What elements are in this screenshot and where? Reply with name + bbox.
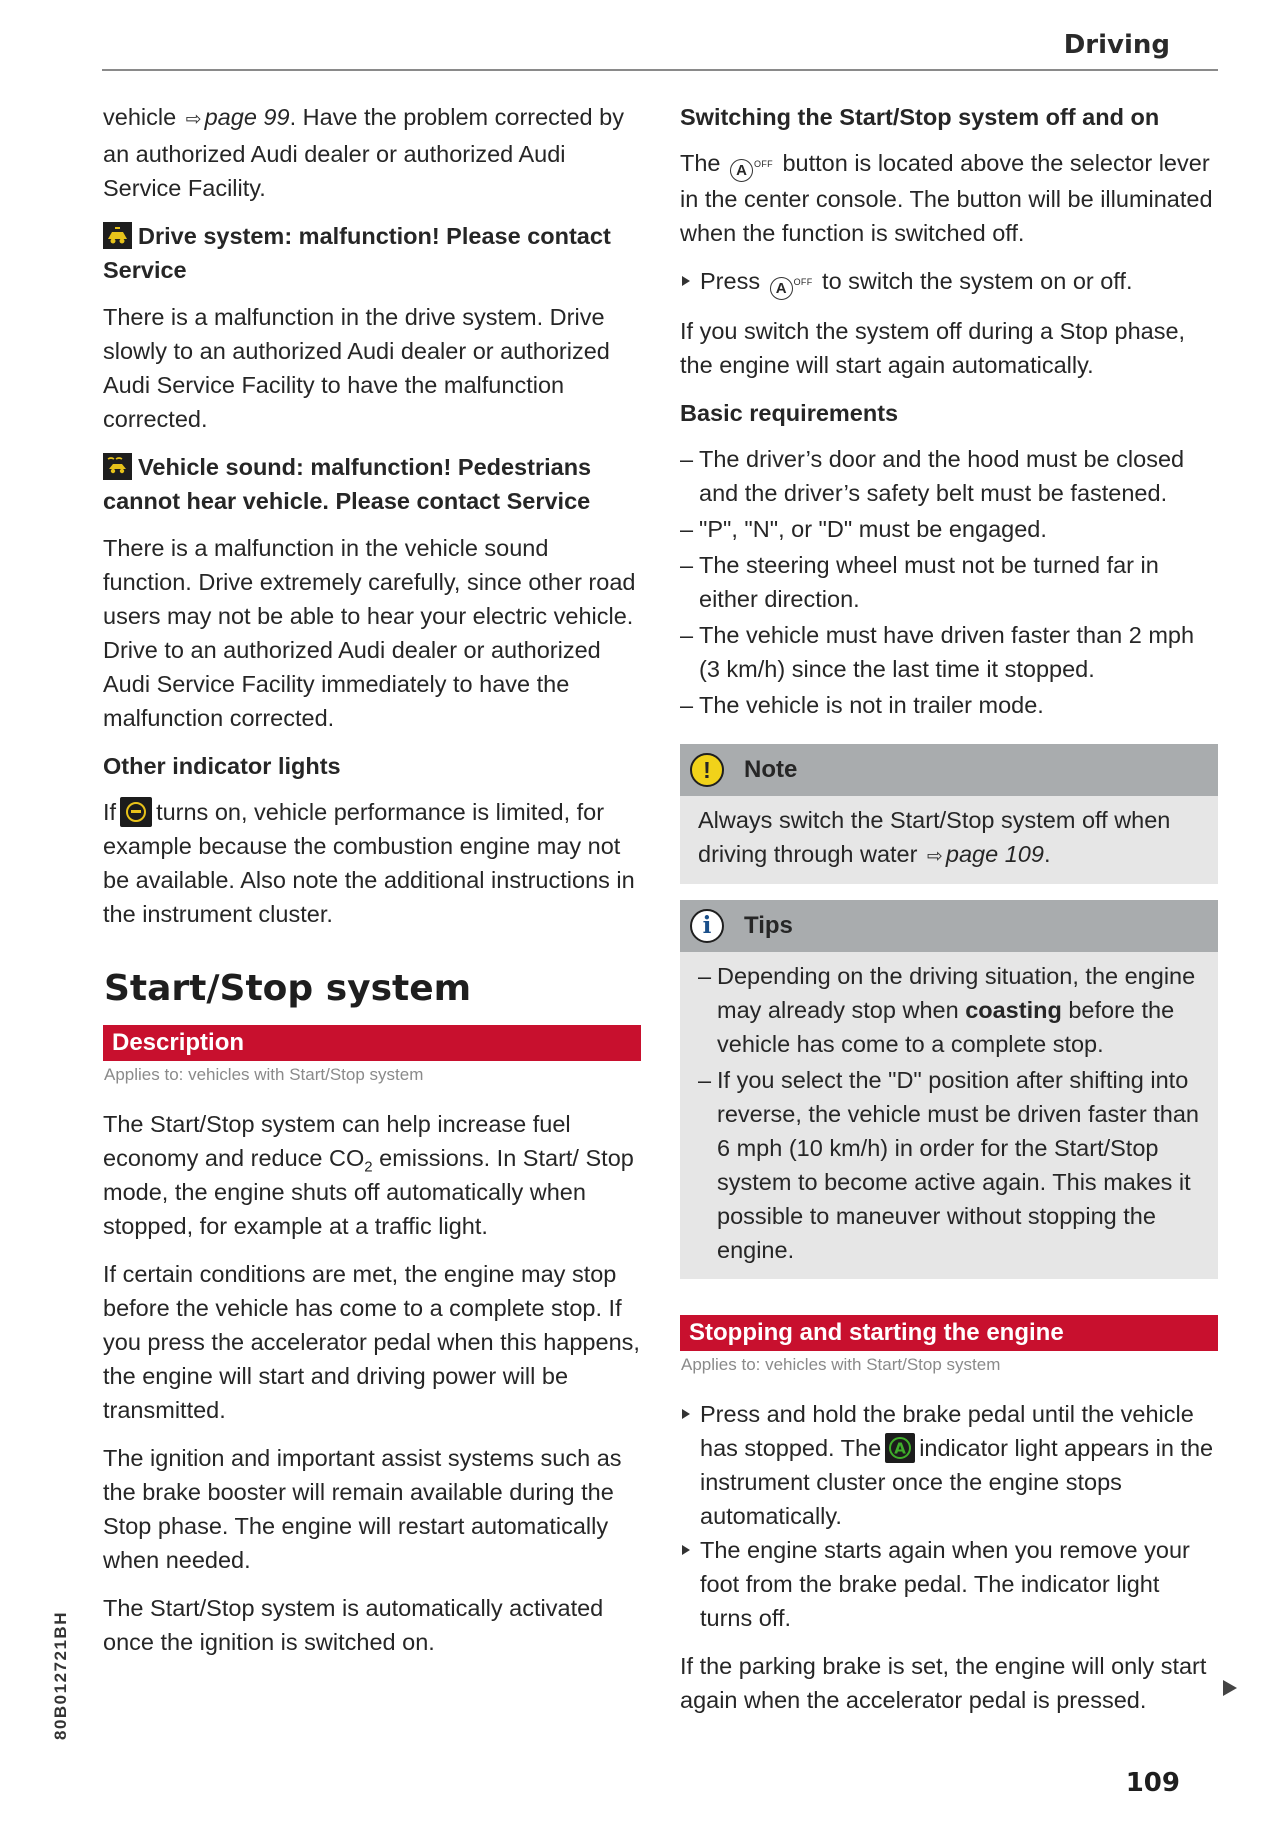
tips-info-icon: i: [690, 909, 724, 943]
continue-arrow-icon: [1223, 1680, 1237, 1696]
note-box: [680, 744, 1218, 884]
start-stop-off-button-icon: A OFF: [770, 277, 813, 300]
description-paragraph-2: If certain conditions are met, the engine may stop before the vehicle has come to a complete stop. If you press the accelerator pedal when this happens, the engine will start and driving power will be transmitted.: [103, 1261, 640, 1423]
switching-heading: Switching the Start/Stop system off and on: [680, 104, 1160, 130]
list-item: – The driver’s door and the hood must be closed and the driver’s safety belt must be fastened.: [680, 442, 1218, 510]
start-stop-active-indicator-icon: [885, 1433, 915, 1463]
stopping-applies-to: Applies to: vehicles with Start/Stop system: [681, 1355, 1001, 1374]
vehicle-sound-warning-icon: [103, 453, 132, 480]
vehicle-sound-message-body: There is a malfunction in the vehicle sound function. Drive extremely carefully, since other road users may not be able to hear your electric vehicle. Drive to an authorized Audi dealer or authorized Audi Service Facility immediately to have the malfunction corrected.: [103, 535, 636, 731]
press-instruction: Press A OFF to switch the system on or off.: [680, 264, 1218, 300]
other-indicator-lights-heading: Other indicator lights: [103, 753, 341, 779]
note-exclamation-icon: !: [690, 753, 724, 787]
list-item: – "P", "N", or "D" must be engaged.: [680, 512, 1218, 546]
header-divider: [102, 69, 1218, 71]
tips-body: [680, 952, 1218, 1279]
page-link[interactable]: page 109: [945, 841, 1044, 867]
section-title: Start/Stop system: [104, 968, 472, 1009]
page-link[interactable]: page 99: [204, 104, 290, 130]
stopping-starting-bar: Stopping and starting the engine: [680, 1315, 1218, 1351]
description-applies-to: Applies to: vehicles with Start/Stop system: [104, 1065, 424, 1084]
cross-reference-arrow-icon: ⇨: [185, 109, 202, 130]
list-item: – Depending on the driving situation, the engine may already stop when coasting before the vehicle has come to a complete stop.: [698, 959, 1200, 1061]
intro-paragraph: vehicle ⇨ page 99. Have the problem corrected by an authorized Audi dealer or authorized Audi Service Facility.: [103, 104, 624, 201]
drive-system-message-body: There is a malfunction in the drive system. Drive slowly to an authorized Audi dealer or authorized Audi Service Facility to have the malfunction corrected.: [103, 304, 610, 432]
running-header: Driving: [1063, 30, 1170, 60]
tips-box: [680, 900, 1218, 1279]
svg-text:A: A: [894, 1439, 906, 1458]
right-column: [680, 100, 1218, 1731]
list-item: – If you select the "D" position after shifting into reverse, the vehicle must be driven faster than 6 mph (10 km/h) in order for the Start/Stop system to become active again. This makes it possible to maneuver without stopping the engine.: [698, 1063, 1200, 1267]
note-body: Always switch the Start/Stop system off when driving through water ⇨ page 109.: [680, 796, 1218, 884]
document-code: 80B012721BH: [51, 1611, 70, 1740]
description-bar: Description: [103, 1025, 641, 1061]
list-item: – The vehicle must have driven faster than 2 mph (3 km/h) since the last time it stopped.: [680, 618, 1218, 686]
limited-performance-icon: [120, 797, 152, 827]
note-header: ! Note: [680, 744, 1218, 796]
list-item: – The vehicle is not in trailer mode.: [680, 688, 1218, 722]
basic-requirements-heading: Basic requirements: [680, 400, 899, 426]
list-item: – The steering wheel must not be turned far in either direction.: [680, 548, 1218, 616]
stopping-instruction-1: Press and hold the brake pedal until the vehicle has stopped. The A indicator light appears in the instrument cluster once the engine stops automatically.: [680, 1397, 1218, 1533]
tips-header: i Tips: [680, 900, 1218, 952]
switching-paragraph-2: If you switch the system off during a Stop phase, the engine will start again automatically.: [680, 318, 1186, 378]
vehicle-sound-message-title: Vehicle sound: malfunction! Pedestrians cannot hear vehicle. Please contact Service: [103, 454, 592, 514]
start-stop-off-button-icon: A OFF: [730, 159, 773, 182]
left-column: [103, 100, 641, 1673]
description-paragraph-4: The Start/Stop system is automatically activated once the ignition is switched on.: [103, 1595, 604, 1655]
stopping-instruction-2: The engine starts again when you remove your foot from the brake pedal. The indicator light turns off.: [680, 1533, 1218, 1635]
drive-system-warning-icon: [103, 222, 132, 249]
requirements-list: [680, 442, 1218, 722]
description-paragraph-3: The ignition and important assist systems such as the brake booster will remain available during the Stop phase. The engine will restart automatically when needed.: [103, 1445, 622, 1573]
tips-list: [698, 959, 1200, 1267]
page-number: 109: [1125, 1768, 1180, 1798]
parking-brake-paragraph: If the parking brake is set, the engine will only start again when the accelerator pedal is pressed.: [680, 1653, 1207, 1713]
cross-reference-arrow-icon: ⇨: [926, 846, 943, 867]
description-paragraph-1: The Start/Stop system can help increase fuel economy and reduce $CO_2$ emissions. In Start/ Stop mode, the engine shuts off automatically when stopped, for example at a traffic light.: [103, 1111, 634, 1239]
drive-system-message-title: Drive system: malfunction! Please contact Service: [103, 223, 611, 283]
other-indicator-paragraph: If turns on, vehicle performance is limited, for example because the combustion engine may not be available. Also note the additional instructions in the instrument cluster.: [103, 799, 635, 927]
switching-paragraph: The A OFF button is located above the selector lever in the center console. The button will be illuminated when the function is switched off.: [680, 150, 1213, 246]
